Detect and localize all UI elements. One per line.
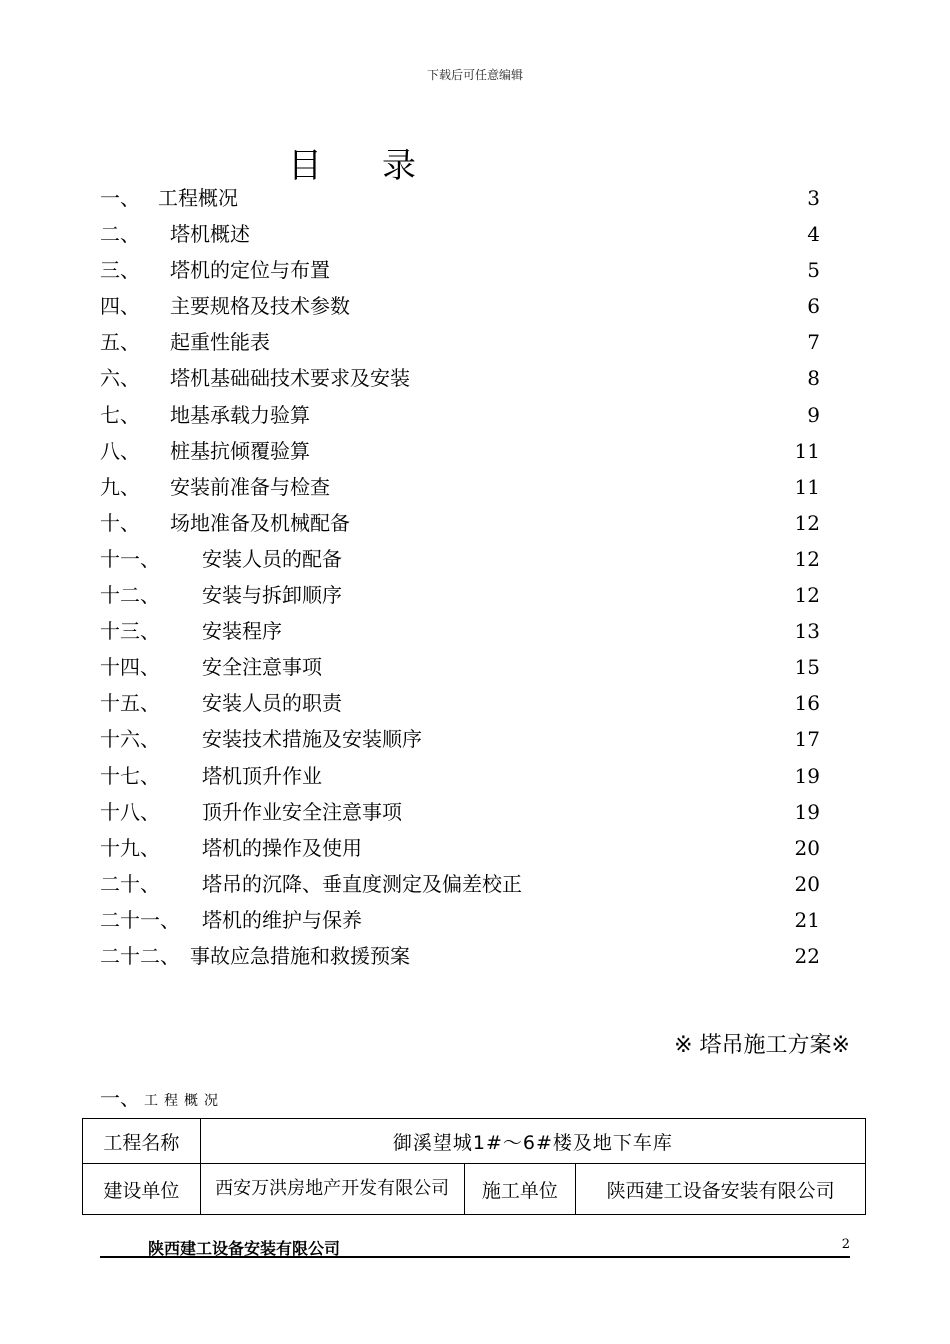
toc-item[interactable] (100, 216, 820, 252)
toc-item[interactable] (100, 469, 820, 505)
toc-item[interactable] (100, 649, 820, 685)
toc-item-number: 十一、 (100, 546, 160, 571)
toc-item-text: 安装人员的职责 (202, 691, 342, 716)
toc-title-left: 目 (288, 146, 322, 186)
toc-item-number: 七、 (100, 402, 140, 427)
project-info-table (82, 1118, 866, 1215)
toc-item-text: 塔机的维护与保养 (202, 907, 362, 932)
table-of-contents (100, 180, 820, 974)
toc-item-number: 十四、 (100, 655, 160, 680)
toc-item-page: 12 (794, 546, 820, 571)
toc-item-page: 20 (794, 835, 820, 860)
toc-item-text: 塔机的操作及使用 (202, 835, 362, 860)
toc-item-number: 一、 (100, 186, 140, 210)
toc-item-page: 7 (807, 330, 820, 355)
toc-item-text: 塔机顶升作业 (202, 763, 322, 788)
toc-item-number: 二十、 (100, 871, 160, 896)
toc-item[interactable] (100, 721, 820, 757)
toc-item-number: 八、 (100, 438, 140, 463)
toc-item-page: 19 (794, 763, 820, 788)
toc-item[interactable] (100, 938, 820, 974)
toc-item[interactable] (100, 794, 820, 830)
toc-item-number: 十九、 (100, 835, 160, 860)
toc-item[interactable] (100, 758, 820, 794)
toc-item[interactable] (100, 830, 820, 866)
toc-item-text: 安装程序 (202, 619, 282, 644)
toc-item[interactable] (100, 505, 820, 541)
toc-item-number: 二十一、 (100, 907, 180, 932)
contractor-value: 陕西建工设备安装有限公司 (576, 1164, 866, 1215)
toc-item[interactable] (100, 577, 820, 613)
toc-item-page: 22 (794, 943, 820, 968)
toc-item-page: 21 (794, 907, 820, 932)
toc-item-text: 塔机基础础技术要求及安装 (170, 366, 410, 391)
toc-item-number: 十五、 (100, 691, 160, 716)
toc-item[interactable] (100, 252, 820, 288)
footer-company: 陕西建工设备安装有限公司 (148, 1239, 341, 1258)
toc-item-text: 塔机概述 (170, 222, 250, 247)
toc-item-number: 四、 (100, 294, 140, 319)
toc-item[interactable] (100, 902, 820, 938)
toc-item[interactable] (100, 180, 820, 216)
toc-item-text: 事故应急措施和救援预案 (190, 943, 410, 968)
toc-title-right: 录 (382, 146, 416, 186)
toc-item-number: 十六、 (100, 727, 160, 752)
project-name-label: 工程名称 (83, 1119, 201, 1164)
project-name-value: 御溪望城1#～6#楼及地下车库 (200, 1119, 865, 1164)
footer-rule (100, 1256, 850, 1258)
toc-item-page: 19 (794, 799, 820, 824)
header-note: 下载后可任意编辑 (426, 68, 523, 82)
toc-item[interactable] (100, 324, 820, 360)
footer-page-number: 2 (841, 1237, 850, 1252)
toc-item-page: 4 (807, 222, 820, 247)
toc-item-page: 13 (794, 619, 820, 644)
toc-item-page: 6 (807, 294, 820, 319)
toc-item-number: 十八、 (100, 799, 160, 824)
toc-item-text: 工程概况 (158, 186, 238, 210)
toc-item-text: 安装前准备与检查 (170, 474, 330, 499)
toc-item-page: 9 (807, 402, 820, 427)
toc-item-number: 三、 (100, 258, 140, 283)
toc-item[interactable] (100, 866, 820, 902)
toc-item[interactable] (100, 613, 820, 649)
contractor-label: 施工单位 (464, 1164, 576, 1215)
toc-item[interactable] (100, 433, 820, 469)
toc-item[interactable] (100, 360, 820, 396)
toc-item-page: 12 (794, 510, 820, 535)
toc-item-page: 5 (807, 258, 820, 283)
toc-item-text: 安装人员的配备 (202, 546, 342, 571)
toc-item-number: 九、 (100, 474, 140, 499)
toc-item-text: 顶升作业安全注意事项 (202, 799, 402, 824)
toc-item[interactable] (100, 685, 820, 721)
toc-item-page: 20 (794, 871, 820, 896)
developer-label: 建设单位 (83, 1164, 201, 1215)
toc-item-text: 场地准备及机械配备 (170, 510, 350, 535)
toc-item-page: 11 (794, 438, 820, 463)
toc-item[interactable] (100, 397, 820, 433)
toc-item-number: 十二、 (100, 583, 160, 608)
toc-item-text: 安装与拆卸顺序 (202, 583, 342, 608)
section-heading-number: 一、 (100, 1086, 140, 1110)
toc-item-number: 十、 (100, 510, 140, 535)
toc-item-text: 起重性能表 (170, 330, 270, 355)
toc-item[interactable] (100, 288, 820, 324)
toc-item-page: 16 (794, 691, 820, 716)
toc-item-page: 8 (807, 366, 820, 391)
toc-item-number: 二、 (100, 222, 140, 247)
toc-item-text: 安全注意事项 (202, 655, 322, 680)
toc-item-page: 12 (794, 583, 820, 608)
toc-item-text: 安装技术措施及安装顺序 (202, 727, 422, 752)
toc-item-number: 五、 (100, 330, 140, 355)
section-banner: ※ 塔吊施工方案※ (674, 1033, 850, 1058)
toc-item[interactable] (100, 541, 820, 577)
toc-item-text: 地基承载力验算 (170, 402, 310, 427)
toc-item-number: 二十二、 (100, 943, 180, 968)
section-heading-label: 工程概况 (144, 1093, 224, 1109)
toc-item-page: 15 (794, 655, 820, 680)
toc-item-number: 十七、 (100, 763, 160, 788)
toc-item-text: 塔吊的沉降、垂直度测定及偏差校正 (202, 871, 522, 896)
section-heading (100, 1082, 224, 1111)
developer-value: 西安万洪房地产开发有限公司 (200, 1164, 464, 1215)
toc-item-number: 十三、 (100, 619, 160, 644)
toc-item-number: 六、 (100, 366, 140, 391)
toc-item-text: 主要规格及技术参数 (170, 294, 350, 319)
toc-item-page: 17 (794, 727, 820, 752)
toc-item-page: 11 (794, 474, 820, 499)
toc-item-text: 桩基抗倾覆验算 (170, 438, 310, 463)
toc-item-text: 塔机的定位与布置 (170, 258, 330, 283)
toc-item-page: 3 (807, 186, 820, 210)
